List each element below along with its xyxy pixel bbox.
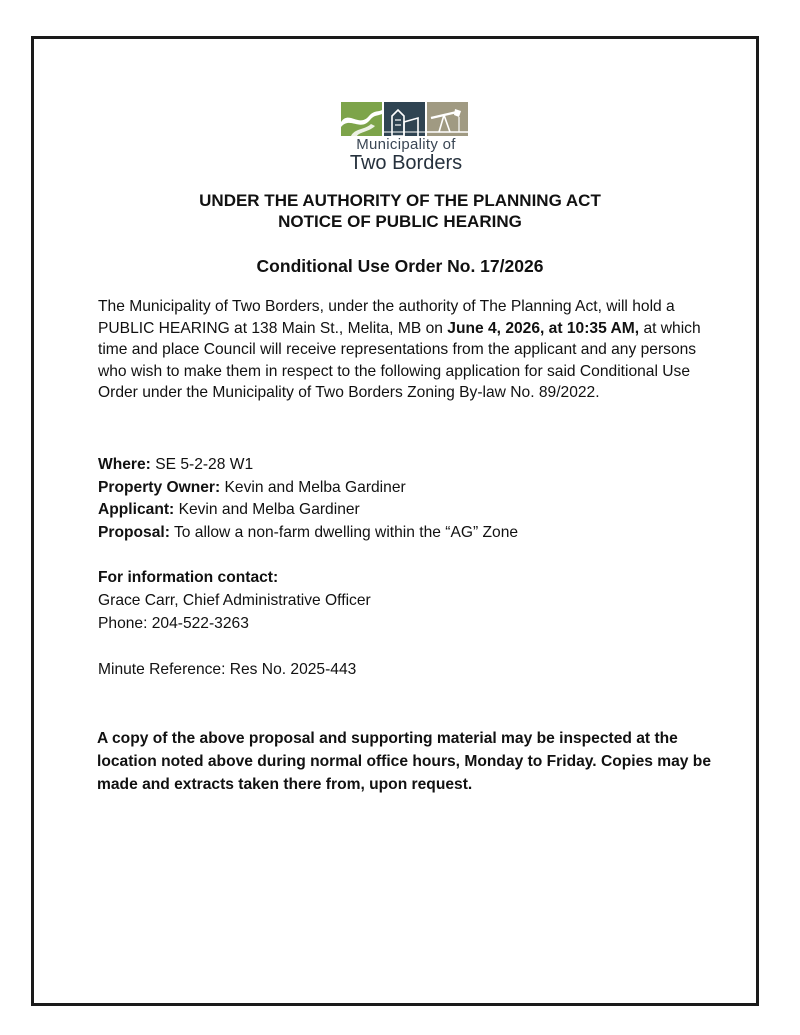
hearing-date-time: June 4, 2026, at 10:35 AM,	[447, 319, 640, 337]
applicant-value: Kevin and Melba Gardiner	[174, 501, 360, 518]
authority-heading: UNDER THE AUTHORITY OF THE PLANNING ACT	[199, 191, 601, 210]
contact-heading: For information contact:	[98, 569, 279, 586]
oil-pump-tile-icon	[427, 102, 468, 136]
municipality-logo	[338, 102, 478, 172]
intro-paragraph	[98, 296, 728, 404]
logo-text-line2: Two Borders	[349, 152, 463, 174]
page-border	[31, 36, 759, 1006]
intro-text-2: at which time and place Council will receive representations from the applicant and any persons who wish to make them in respect to the following application for said Conditional Use Order under the Municipality of Two Borders Zoning By-law No. 89/2022.	[98, 319, 701, 401]
logo-text-line1: Municipality of	[356, 136, 456, 153]
owner-value: Kevin and Melba Gardiner	[220, 479, 406, 496]
proposal-label: Proposal:	[98, 524, 170, 541]
applicant-line	[98, 499, 360, 520]
order-number-heading: Conditional Use Order No. 17/2026	[256, 256, 544, 276]
contact-name: Grace Carr, Chief Administrative Officer	[98, 592, 371, 609]
notice-heading: NOTICE OF PUBLIC HEARING	[278, 212, 522, 231]
owner-line	[98, 477, 406, 498]
grain-elevator-tile-icon	[384, 102, 425, 136]
proposal-line	[98, 522, 518, 543]
owner-label: Property Owner:	[98, 479, 221, 496]
applicant-label: Applicant:	[98, 501, 175, 518]
minute-reference: Minute Reference: Res No. 2025-443	[98, 661, 357, 678]
river-tile-icon	[341, 102, 382, 136]
where-label: Where:	[98, 456, 151, 473]
where-value: SE 5-2-28 W1	[150, 456, 254, 473]
closing-notice: A copy of the above proposal and supporting material may be inspected at the location noted above during normal office hours, Monday to Friday. Copies may be made and extracts taken there from, upon request.	[97, 730, 712, 793]
where-line	[98, 454, 253, 475]
proposal-value: To allow a non-farm dwelling within the “AG” Zone	[169, 524, 519, 541]
logo-tiles	[341, 102, 468, 136]
contact-phone: Phone: 204-522-3263	[98, 615, 249, 632]
intro-text-1: The Municipality of Two Borders, under the authority of The Planning Act, will hold a PUBLIC HEARING at 138 Main St., Melita, MB on	[98, 298, 675, 337]
